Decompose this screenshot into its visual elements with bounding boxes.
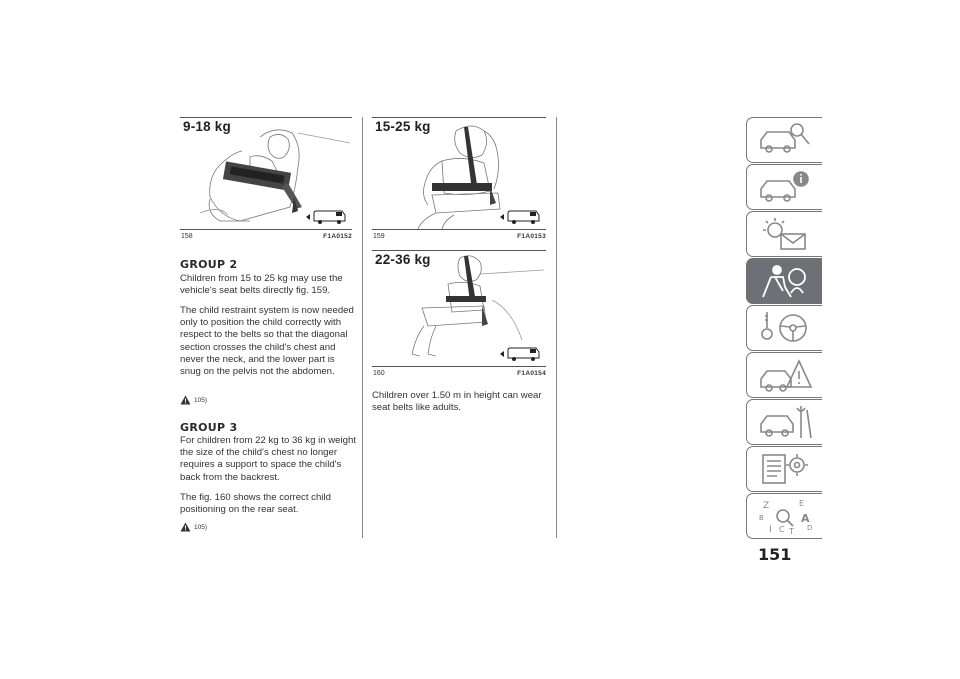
warning-reference	[180, 395, 207, 405]
van-icon	[500, 346, 540, 362]
figure-code: F1A0152	[323, 233, 352, 240]
warning-ref-label: 105)	[194, 523, 208, 531]
figure-bottom-rule	[372, 366, 546, 367]
svg-text:B: B	[759, 514, 764, 522]
passenger-safety-icon	[757, 263, 813, 299]
warning-ref-label: 105)	[194, 396, 208, 404]
tab-emergency[interactable]	[746, 352, 822, 398]
technical-data-icon	[757, 451, 813, 487]
figure-number: 159	[373, 233, 385, 240]
tab-car-info[interactable]	[746, 164, 822, 210]
svg-text:T: T	[789, 527, 794, 534]
figure-title: 9-18 kg	[183, 119, 231, 134]
column-divider	[362, 117, 363, 538]
group-3-paragraph-1: For children from 22 kg to 36 kg in weight the size of the child's chest no longer requires a support to space the child's back from the backrest.	[180, 435, 356, 483]
group-3-heading: GROUP 3	[180, 421, 238, 434]
tab-alphabetical-index[interactable]	[746, 493, 822, 539]
svg-text:C: C	[779, 525, 785, 534]
figure-title: 15-25 kg	[375, 119, 431, 134]
tab-technical-data[interactable]	[746, 446, 822, 492]
figure-bottom-rule	[372, 229, 546, 230]
page-number: 151	[758, 545, 792, 564]
figure-code: F1A0153	[517, 233, 546, 240]
tab-starting-driving[interactable]	[746, 305, 822, 351]
car-search-icon	[757, 122, 813, 158]
van-icon	[500, 209, 540, 225]
car-info-icon	[757, 169, 813, 205]
column-divider	[556, 117, 557, 538]
key-steering-wheel-icon	[757, 310, 813, 346]
svg-text:E: E	[799, 499, 805, 508]
adults-belts-paragraph: Children over 1.50 m in height can wear seat belts like adults.	[372, 390, 542, 414]
figure-number: 160	[373, 370, 385, 377]
tab-passenger-safety[interactable]	[746, 258, 822, 304]
group-2-heading: GROUP 2	[180, 258, 238, 271]
warning-lights-message-icon	[757, 216, 813, 252]
warning-triangle-icon	[180, 522, 191, 532]
alphabetical-index-icon	[757, 498, 813, 534]
svg-text:I: I	[769, 525, 772, 534]
tab-warning-lights[interactable]	[746, 211, 822, 257]
group-2-paragraph-1: Children from 15 to 25 kg may use the vehicle's seat belts directly fig. 159.	[180, 273, 343, 297]
svg-text:Z: Z	[763, 501, 770, 511]
group-2-paragraph-2: The child restraint system is now needed only to position the child correctly with respect to the belts so that the diagonal section crosses the child's chest and never the neck, and the lower part is snug on the pelvis not the abdomen.	[180, 305, 354, 378]
figure-158	[180, 117, 352, 242]
tab-car-search[interactable]	[746, 117, 822, 163]
figure-number: 158	[181, 233, 193, 240]
van-icon	[306, 209, 346, 225]
svg-text:D: D	[807, 524, 813, 532]
tab-maintenance[interactable]	[746, 399, 822, 445]
car-maintenance-icon	[757, 404, 813, 440]
figure-bottom-rule	[180, 229, 352, 230]
figure-160	[372, 250, 546, 380]
group-3-paragraph-2: The fig. 160 shows the correct child positioning on the rear seat.	[180, 492, 331, 516]
figure-title: 22-36 kg	[375, 252, 431, 267]
figure-code: F1A0154	[517, 370, 546, 377]
figure-159	[372, 117, 546, 242]
svg-text:A: A	[801, 512, 810, 525]
car-emergency-icon	[757, 357, 813, 393]
warning-triangle-icon	[180, 395, 191, 405]
warning-reference	[180, 522, 207, 532]
